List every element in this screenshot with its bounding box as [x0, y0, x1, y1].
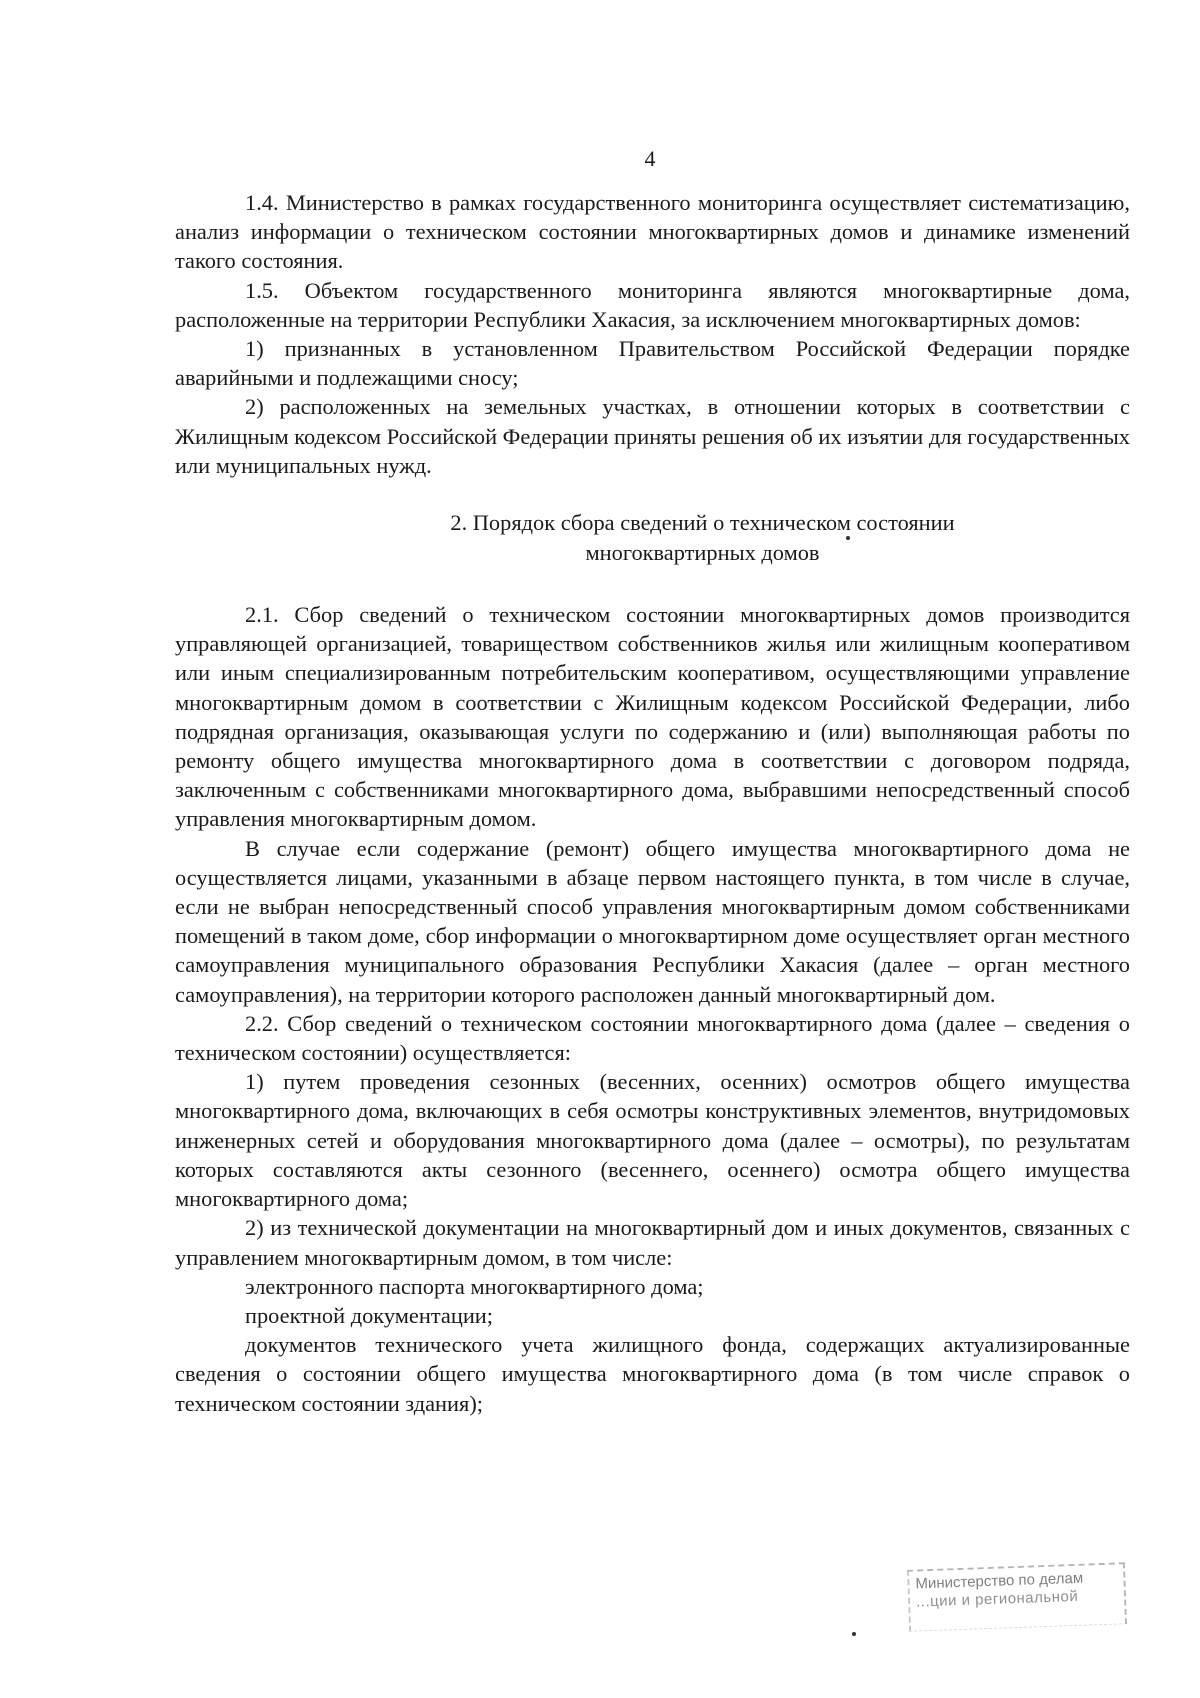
- paragraph-2-2-item-2: 2) из технической документации на многоквартирный дом и иных документов, связанных с управлением многоквартирным домом, в том числе:: [175, 1215, 1130, 1270]
- paragraph-1-5-item-1: 1) признанных в установленном Правительством Российской Федерации порядке аварийными и подлежащими сносу;: [175, 336, 1130, 391]
- document-body: [175, 188, 1130, 1418]
- paragraph-2-2-item-2-a: электронного паспорта многоквартирного дома;: [245, 1273, 704, 1299]
- section-2-heading-line-2: многоквартирных домов: [585, 540, 820, 566]
- paragraph-2-2: 2.2. Сбор сведений о техническом состоянии многоквартирного дома (далее – сведения о техническом состоянии) осуществляется:: [175, 1010, 1130, 1066]
- paragraph-2-1: 2.1. Сбор сведений о техническом состоянии многоквартирных домов производится управляющей организацией, товариществом собственников жилья или жилищным кооперативом или иным специализированным потребительским кооперативом, осуществляющими управление многоквартирным домом в соответствии с Жилищным кодексом Российской Федерации, либо подрядная организация, оказывающая услуги по содержанию и (или) выполняющая работы по ремонту общего имущества многоквартирного дома в соответствии с договором подряда, заключенным с собственниками многоквартирного дома, выбравшими непосредственный способ управления многоквартирным домом.: [175, 602, 1130, 832]
- scan-speck: [852, 1632, 856, 1636]
- paragraph-2-2-item-2-b: проектной документации;: [245, 1302, 494, 1328]
- ministry-stamp: [907, 1562, 1127, 1632]
- paragraph-1-4: 1.4. Министерство в рамках государственного мониторинга осуществляет систематизацию, анализ информации о техническом состоянии многоквартирных домов и динамике изменений такого состояния.: [175, 190, 1130, 274]
- paragraph-2-1-second: В случае если содержание (ремонт) общего имущества многоквартирного дома не осуществляется лицами, указанными в абзаце первом настоящего пункта, в том числе в случае, если не выбран непосредственный способ управления многоквартирным домом собственниками помещений в таком доме, сбор информации о многоквартирном доме осуществляет орган местного самоуправления муниципального образования Республики Хакасия (далее – орган местного самоуправления), на территории которого расположен данный многоквартирный дом.: [175, 835, 1130, 1007]
- paragraph-2-2-item-1: 1) путем проведения сезонных (весенних, осенних) осмотров общего имущества многоквартирного дома, включающих в себя осмотры конструктивных элементов, внутридомовых инженерных сетей и оборудования многоквартирного дома (далее – осмотры), по результатам которых составляются акты сезонного (весеннего, осеннего) осмотра общего имущества многоквартирного дома;: [175, 1069, 1130, 1212]
- section-2-heading: [175, 508, 1130, 568]
- stamp-line-1: Министерство по делам: [915, 1569, 1084, 1593]
- section-2-heading-line-1: 2. Порядок сбора сведений о техническом состоянии: [450, 510, 955, 536]
- paragraph-2-2-item-2-c: документов технического учета жилищного фонда, содержащих актуализированные сведения о состоянии общего имущества многоквартирного дома (в том числе справок о техническом состоянии здания);: [175, 1332, 1130, 1416]
- scan-speck: [846, 536, 850, 540]
- page-number: 4: [644, 146, 656, 171]
- paragraph-1-5-item-2: 2) расположенных на земельных участках, в отношении которых в соответствии с Жилищным кодексом Российской Федерации приняты решения об их изъятии для государственных или муниципальных нужд.: [175, 394, 1130, 478]
- stamp-line-2: ...ции и региональной: [915, 1587, 1079, 1611]
- paragraph-1-5: 1.5. Объектом государственного мониторинга являются многоквартирные дома, расположенные на территории Республики Хакасия, за исключением многоквартирных домов:: [175, 277, 1130, 332]
